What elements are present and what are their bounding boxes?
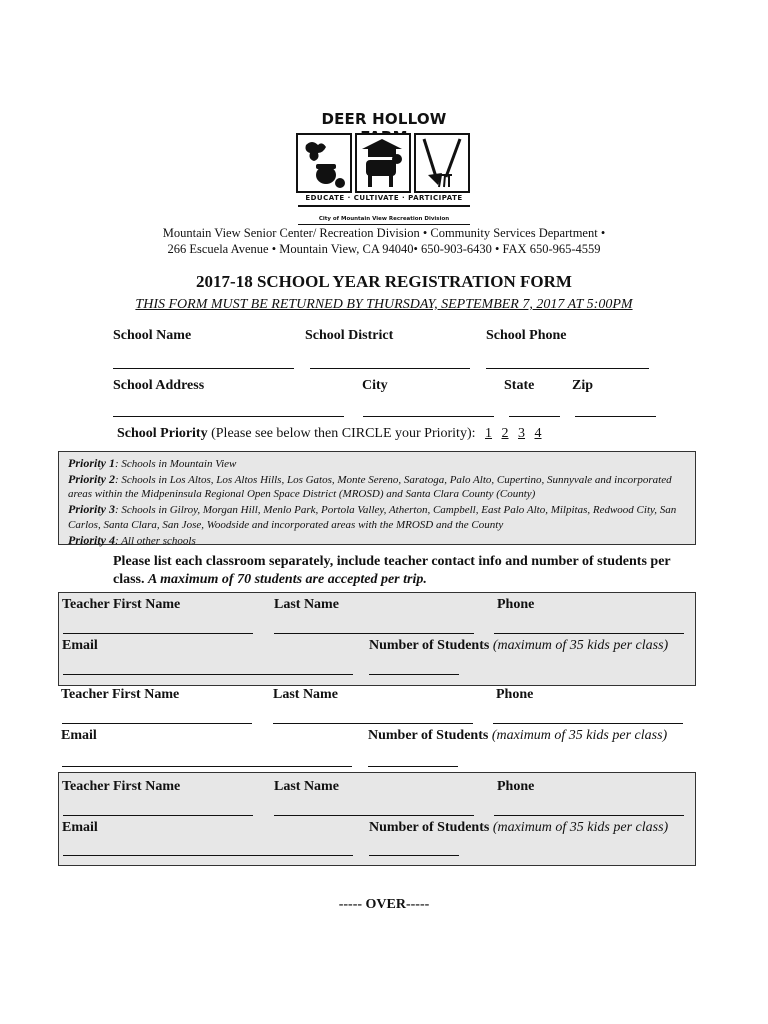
max-students-note: A maximum of 70 students are accepted per trip. bbox=[148, 572, 427, 587]
num-students-label: Number of Students (maximum of 35 kids per class) bbox=[368, 728, 668, 743]
num-students-field[interactable] bbox=[369, 674, 459, 675]
email-field[interactable] bbox=[63, 855, 353, 856]
school-priority-instruction: (Please see below then CIRCLE your Priority): bbox=[207, 426, 476, 441]
priority-option-4[interactable]: 4 bbox=[534, 426, 542, 441]
priority-item: Priority 4: All other schools bbox=[68, 532, 196, 547]
phone-field[interactable] bbox=[494, 633, 684, 634]
school-priority-label: School Priority bbox=[117, 426, 208, 441]
priority-option-1[interactable]: 1 bbox=[485, 426, 493, 441]
farm-logo-image bbox=[296, 133, 470, 193]
num-students-label: Number of Students (maximum of 35 kids per class) bbox=[369, 638, 669, 653]
teacher-block-2 bbox=[58, 683, 696, 777]
priority-item: Priority 2: Schools in Los Altos, Los Altos Hills, Los Gatos, Monte Sereno, Saratoga, Palo Alto, Cupertino, Sunnyvale and incorporated areas within the Midpeninsula Regional Open Space District (MROSD) and Santa Clara County (County) bbox=[68, 471, 672, 501]
school-phone-field[interactable] bbox=[486, 368, 649, 369]
last-name-label: Last Name bbox=[274, 597, 339, 612]
school-name-label: School Name bbox=[113, 328, 192, 343]
address-line-1: Mountain View Senior Center/ Recreation Division • Community Services Department • bbox=[162, 226, 606, 240]
teacher-block-1 bbox=[58, 592, 696, 686]
school-district-label: School District bbox=[305, 328, 394, 343]
email-field[interactable] bbox=[63, 674, 353, 675]
priority-option-2[interactable]: 2 bbox=[501, 426, 509, 441]
num-students-field[interactable] bbox=[368, 766, 458, 767]
priority-option-3[interactable]: 3 bbox=[518, 426, 526, 441]
email-label: Email bbox=[61, 728, 97, 743]
last-name-field[interactable] bbox=[274, 815, 474, 816]
deadline-notice: THIS FORM MUST BE RETURNED BY THURSDAY, SEPTEMBER 7, 2017 AT 5:00PM bbox=[135, 297, 633, 312]
logo-divider-bottom bbox=[298, 224, 470, 225]
form-title: 2017-18 SCHOOL YEAR REGISTRATION FORM bbox=[196, 272, 572, 291]
priority-definitions-box bbox=[58, 451, 696, 545]
school-address-label: School Address bbox=[113, 378, 205, 393]
logo-tagline: EDUCATE · CULTIVATE · PARTICIPATE bbox=[305, 194, 463, 202]
logo-divider bbox=[298, 205, 470, 207]
school-district-field[interactable] bbox=[310, 368, 470, 369]
email-label: Email bbox=[62, 638, 98, 653]
priority-item: Priority 3: Schools in Gilroy, Morgan Hill, Menlo Park, Portola Valley, Atherton, Campbell, East Palo Alto, Milpitas, Redwood City, San Carlos, Santa Clara, San Jose, Woodside and incorporated areas with the MROSD and the County bbox=[68, 502, 677, 531]
phone-label: Phone bbox=[496, 687, 534, 702]
teacher-first-name-label: Teacher First Name bbox=[62, 779, 181, 794]
address-line-2: 266 Escuela Avenue • Mountain View, CA 94040• 650-903-6430 • FAX 650-965-4559 bbox=[167, 242, 601, 256]
classroom-instruction: Please list each classroom separately, include teacher contact info and number of students per class. A maximum of 70 students are accepted per trip. bbox=[113, 554, 671, 587]
teacher-first-name-field[interactable] bbox=[62, 723, 252, 724]
school-name-field[interactable] bbox=[113, 368, 294, 369]
school-phone-label: School Phone bbox=[486, 328, 567, 343]
email-label: Email bbox=[62, 820, 98, 835]
num-students-field[interactable] bbox=[369, 855, 459, 856]
last-name-field[interactable] bbox=[273, 723, 473, 724]
teacher-first-name-label: Teacher First Name bbox=[62, 597, 181, 612]
school-address-field[interactable] bbox=[113, 416, 344, 417]
phone-field[interactable] bbox=[493, 723, 683, 724]
phone-label: Phone bbox=[497, 597, 535, 612]
city-label: City bbox=[362, 378, 388, 393]
phone-label: Phone bbox=[497, 779, 535, 794]
priority-item: Priority 1: Schools in Mountain View bbox=[68, 456, 237, 470]
logo-title: DEER HOLLOW bbox=[321, 110, 447, 128]
city-field[interactable] bbox=[363, 416, 494, 417]
teacher-first-name-label: Teacher First Name bbox=[61, 687, 180, 702]
zip-field[interactable] bbox=[575, 416, 656, 417]
logo-subtitle: City of Mountain View Recreation Division bbox=[318, 216, 450, 222]
email-field[interactable] bbox=[62, 766, 352, 767]
last-name-label: Last Name bbox=[273, 687, 338, 702]
teacher-block-3 bbox=[58, 772, 696, 866]
num-students-label: Number of Students (maximum of 35 kids per class) bbox=[369, 820, 669, 835]
teacher-first-name-field[interactable] bbox=[63, 633, 253, 634]
teacher-first-name-field[interactable] bbox=[63, 815, 253, 816]
last-name-label: Last Name bbox=[274, 779, 339, 794]
state-field[interactable] bbox=[509, 416, 560, 417]
phone-field[interactable] bbox=[494, 815, 684, 816]
state-label: State bbox=[504, 378, 535, 393]
zip-label: Zip bbox=[572, 378, 594, 393]
last-name-field[interactable] bbox=[274, 633, 474, 634]
school-priority-row bbox=[117, 426, 542, 442]
over-notice: ----- OVER----- bbox=[338, 897, 430, 912]
